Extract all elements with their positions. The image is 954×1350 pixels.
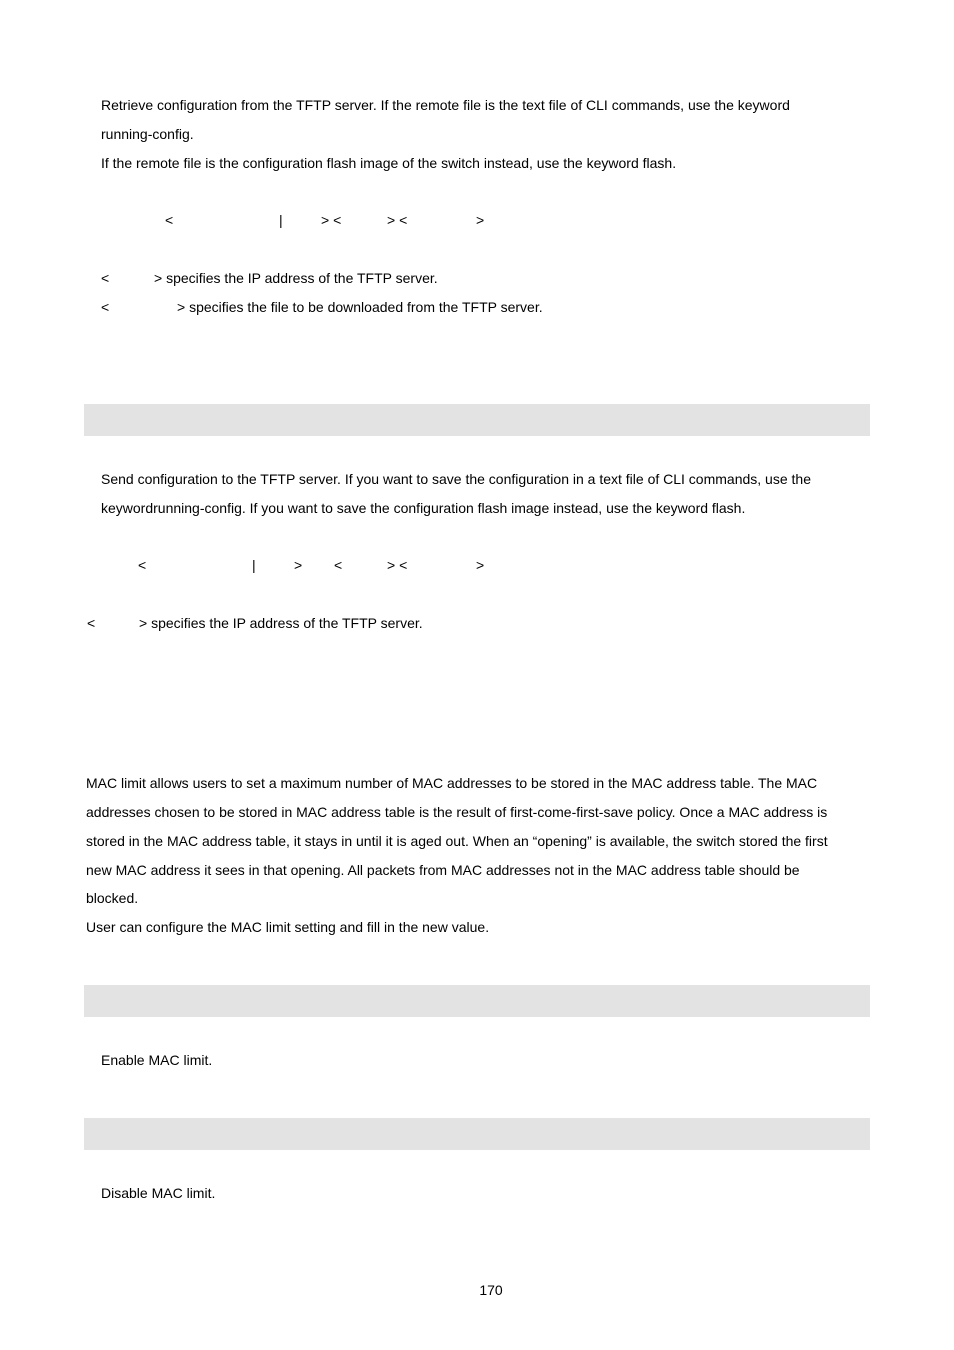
section2-param-1-open: < — [87, 615, 96, 631]
section1-desc-line-1: Retrieve configuration from the TFTP server. If the remote file is the text file of CLI commands, use the keyword — [101, 97, 790, 113]
section1-param-1-open: < — [101, 270, 110, 286]
mac-limit-disable-desc: Disable MAC limit. — [101, 1185, 216, 1201]
section1-syntax-close: > — [476, 212, 485, 228]
section2-desc-line-1: Send configuration to the TFTP server. If you want to save the configuration in a text file of CLI commands, use the — [101, 471, 811, 487]
mac-limit-intro-line-1: MAC limit allows users to set a maximum number of MAC addresses to be stored in the MAC address table. The MAC — [86, 775, 818, 791]
section2-desc-line-2: keywordrunning-config. If you want to save the configuration flash image instead, use the keyword flash. — [101, 500, 746, 516]
section2-syntax-open-2: < — [334, 557, 343, 573]
section1-syntax-sep-2: > < — [387, 212, 408, 228]
section1-syntax-sep-1: > < — [321, 212, 342, 228]
page-number: 170 — [479, 1282, 503, 1298]
section1-param-2-open: < — [101, 299, 110, 315]
section1-param-1-text: > specifies the IP address of the TFTP server. — [154, 270, 438, 286]
command-header-bar-3 — [84, 1118, 870, 1150]
command-header-bar-1 — [84, 404, 870, 436]
section2-syntax-close-1: > — [294, 557, 303, 573]
section2-syntax-open: < — [138, 557, 147, 573]
mac-limit-intro-line-6: User can configure the MAC limit setting and fill in the new value. — [86, 919, 490, 935]
section2-syntax-sep: > < — [387, 557, 408, 573]
section1-desc-line-2: running-config. — [101, 126, 194, 142]
mac-limit-intro-line-2: addresses chosen to be stored in MAC address table is the result of first-come-first-save policy. Once a MAC address is — [86, 804, 828, 820]
mac-limit-intro-line-4: new MAC address it sees in that opening. All packets from MAC addresses not in the MAC address table should be — [86, 862, 800, 878]
mac-limit-enable-desc: Enable MAC limit. — [101, 1052, 213, 1068]
section2-syntax-close-2: > — [476, 557, 485, 573]
section2-param-1-text: > specifies the IP address of the TFTP server. — [139, 615, 423, 631]
section2-syntax-pipe: | — [252, 557, 256, 573]
section1-param-2-text: > specifies the file to be downloaded from the TFTP server. — [177, 299, 543, 315]
command-header-bar-2 — [84, 985, 870, 1017]
section1-syntax-open: < — [165, 212, 174, 228]
mac-limit-intro-line-3: stored in the MAC address table, it stays in until it is aged out. When an “opening” is available, the switch stored the first — [86, 833, 828, 849]
mac-limit-intro-line-5: blocked. — [86, 890, 139, 906]
section1-syntax-pipe: | — [279, 212, 283, 228]
section1-desc-line-3: If the remote file is the configuration flash image of the switch instead, use the keyword flash. — [101, 155, 677, 171]
